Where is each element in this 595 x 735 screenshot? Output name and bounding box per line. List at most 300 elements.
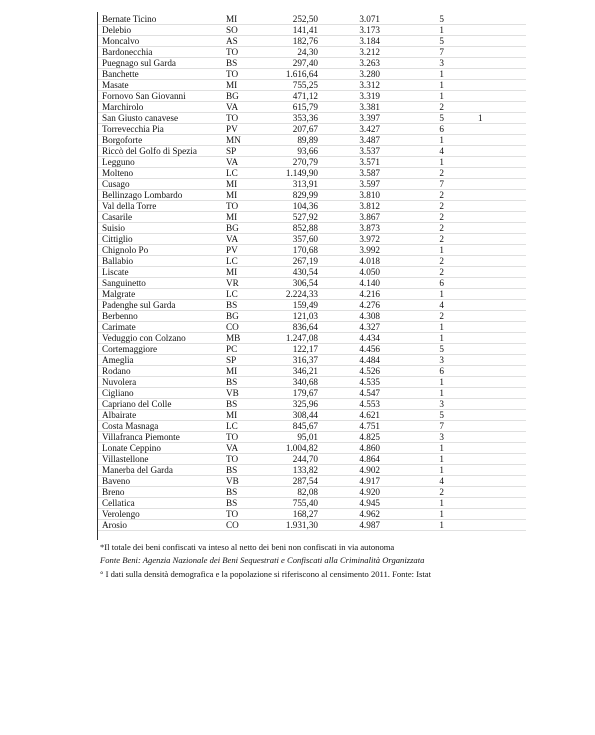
table-row — [98, 212, 526, 223]
value-a-cell: 1.004,82 — [260, 443, 320, 454]
province-cell: MI — [226, 212, 260, 223]
value-b-cell: 3.280 — [320, 69, 382, 80]
extra-cell — [478, 476, 526, 487]
value-a-cell: 133,82 — [260, 465, 320, 476]
table-row — [98, 432, 526, 443]
value-a-cell: 1.149,90 — [260, 168, 320, 179]
province-cell: VB — [226, 388, 260, 399]
municipality-cell: Casarile — [98, 212, 226, 223]
value-b-cell: 3.071 — [320, 14, 382, 25]
extra-cell — [478, 179, 526, 190]
value-a-cell: 2.224,33 — [260, 289, 320, 300]
extra-cell — [478, 14, 526, 25]
province-cell: VA — [226, 234, 260, 245]
value-b-cell: 4.484 — [320, 355, 382, 366]
province-cell: LC — [226, 168, 260, 179]
municipality-cell: Molteno — [98, 168, 226, 179]
municipality-cell: Marchirolo — [98, 102, 226, 113]
municipality-cell: Chignolo Po — [98, 245, 226, 256]
value-a-cell: 325,96 — [260, 399, 320, 410]
count-cell: 2 — [382, 234, 478, 245]
table-row — [98, 278, 526, 289]
value-b-cell: 4.547 — [320, 388, 382, 399]
count-cell: 4 — [382, 300, 478, 311]
table-row — [98, 36, 526, 47]
table-row — [98, 487, 526, 498]
province-cell: CO — [226, 520, 260, 531]
municipality-cell: Veduggio con Colzano — [98, 333, 226, 344]
table-row — [98, 465, 526, 476]
table-row — [98, 146, 526, 157]
province-cell: VA — [226, 157, 260, 168]
value-b-cell: 4.526 — [320, 366, 382, 377]
table-row — [98, 267, 526, 278]
value-b-cell: 3.319 — [320, 91, 382, 102]
value-a-cell: 24,30 — [260, 47, 320, 58]
table-row — [98, 124, 526, 135]
count-cell: 2 — [382, 201, 478, 212]
value-a-cell: 287,54 — [260, 476, 320, 487]
count-cell: 3 — [382, 355, 478, 366]
value-a-cell: 159,49 — [260, 300, 320, 311]
value-a-cell: 829,99 — [260, 190, 320, 201]
value-a-cell: 1.931,30 — [260, 520, 320, 531]
count-cell: 1 — [382, 289, 478, 300]
table-row — [98, 476, 526, 487]
count-cell: 1 — [382, 69, 478, 80]
count-cell: 1 — [382, 322, 478, 333]
count-cell: 3 — [382, 58, 478, 69]
value-b-cell: 4.987 — [320, 520, 382, 531]
table-row — [98, 113, 526, 124]
value-a-cell: 845,67 — [260, 421, 320, 432]
value-b-cell: 4.327 — [320, 322, 382, 333]
table-row — [98, 498, 526, 509]
value-a-cell: 168,27 — [260, 509, 320, 520]
count-cell: 7 — [382, 47, 478, 58]
count-cell: 2 — [382, 311, 478, 322]
extra-cell — [478, 124, 526, 135]
value-b-cell: 4.864 — [320, 454, 382, 465]
count-cell: 2 — [382, 267, 478, 278]
province-cell: BG — [226, 91, 260, 102]
value-a-cell: 430,54 — [260, 267, 320, 278]
extra-cell — [478, 212, 526, 223]
value-a-cell: 1.616,64 — [260, 69, 320, 80]
value-a-cell: 353,36 — [260, 113, 320, 124]
count-cell: 2 — [382, 190, 478, 201]
value-b-cell: 4.535 — [320, 377, 382, 388]
table-row — [98, 245, 526, 256]
table-row — [98, 366, 526, 377]
table-row — [98, 311, 526, 322]
municipality-cell: Lonate Ceppino — [98, 443, 226, 454]
extra-cell — [478, 146, 526, 157]
extra-cell — [478, 69, 526, 80]
count-cell: 1 — [382, 443, 478, 454]
value-a-cell: 316,37 — [260, 355, 320, 366]
province-cell: BS — [226, 487, 260, 498]
province-cell: TO — [226, 201, 260, 212]
extra-cell: 1 — [478, 113, 526, 124]
value-a-cell: 89,89 — [260, 135, 320, 146]
count-cell: 2 — [382, 212, 478, 223]
value-b-cell: 4.962 — [320, 509, 382, 520]
value-a-cell: 755,40 — [260, 498, 320, 509]
table-row — [98, 157, 526, 168]
province-cell: SO — [226, 25, 260, 36]
extra-cell — [478, 91, 526, 102]
value-a-cell: 308,44 — [260, 410, 320, 421]
value-b-cell: 4.920 — [320, 487, 382, 498]
extra-cell — [478, 377, 526, 388]
extra-cell — [478, 333, 526, 344]
table-row — [98, 322, 526, 333]
value-a-cell: 357,60 — [260, 234, 320, 245]
value-b-cell: 4.621 — [320, 410, 382, 421]
municipality-cell: Cortemaggiore — [98, 344, 226, 355]
value-a-cell: 836,64 — [260, 322, 320, 333]
count-cell: 1 — [382, 91, 478, 102]
value-a-cell: 244,70 — [260, 454, 320, 465]
table-row — [98, 80, 526, 91]
province-cell: TO — [226, 454, 260, 465]
municipality-cell: San Giusto canavese — [98, 113, 226, 124]
municipality-cell: Arosio — [98, 520, 226, 531]
value-b-cell: 4.751 — [320, 421, 382, 432]
extra-cell — [478, 47, 526, 58]
table-row — [98, 388, 526, 399]
footnote-confiscated: *Il totale dei beni confiscati va inteso al netto dei beni non confiscati in via autonoma — [100, 542, 395, 552]
table-row — [98, 421, 526, 432]
value-b-cell: 4.018 — [320, 256, 382, 267]
value-b-cell: 3.812 — [320, 201, 382, 212]
extra-cell — [478, 443, 526, 454]
table-row — [98, 256, 526, 267]
table-row — [98, 509, 526, 520]
value-a-cell: 82,08 — [260, 487, 320, 498]
value-b-cell: 4.456 — [320, 344, 382, 355]
value-a-cell: 93,66 — [260, 146, 320, 157]
extra-cell — [478, 278, 526, 289]
municipality-cell: Cellatica — [98, 498, 226, 509]
extra-cell — [478, 190, 526, 201]
table-row — [98, 333, 526, 344]
extra-cell — [478, 399, 526, 410]
count-cell: 6 — [382, 124, 478, 135]
count-cell: 1 — [382, 520, 478, 531]
count-cell: 2 — [382, 256, 478, 267]
table-row — [98, 168, 526, 179]
municipality-cell: Liscate — [98, 267, 226, 278]
value-b-cell: 3.867 — [320, 212, 382, 223]
value-b-cell: 4.216 — [320, 289, 382, 300]
province-cell: SP — [226, 355, 260, 366]
count-cell: 1 — [382, 509, 478, 520]
province-cell: MI — [226, 179, 260, 190]
count-cell: 3 — [382, 399, 478, 410]
province-cell: BS — [226, 58, 260, 69]
extra-cell — [478, 410, 526, 421]
count-cell: 7 — [382, 179, 478, 190]
municipality-cell: Sanguinetto — [98, 278, 226, 289]
value-a-cell: 346,21 — [260, 366, 320, 377]
count-cell: 2 — [382, 223, 478, 234]
municipality-cell: Borgoforte — [98, 135, 226, 146]
table-row — [98, 102, 526, 113]
province-cell: BS — [226, 399, 260, 410]
table-row — [98, 201, 526, 212]
count-cell: 1 — [382, 245, 478, 256]
municipality-cell: Bernate Ticino — [98, 14, 226, 25]
value-b-cell: 4.276 — [320, 300, 382, 311]
value-a-cell: 270,79 — [260, 157, 320, 168]
extra-cell — [478, 234, 526, 245]
province-cell: PC — [226, 344, 260, 355]
count-cell: 2 — [382, 168, 478, 179]
value-b-cell: 3.873 — [320, 223, 382, 234]
province-cell: PV — [226, 245, 260, 256]
province-cell: AS — [226, 36, 260, 47]
value-b-cell: 3.312 — [320, 80, 382, 91]
extra-cell — [478, 201, 526, 212]
value-a-cell: 471,12 — [260, 91, 320, 102]
value-a-cell: 297,40 — [260, 58, 320, 69]
municipality-cell: Delebio — [98, 25, 226, 36]
province-cell: TO — [226, 69, 260, 80]
value-b-cell: 3.212 — [320, 47, 382, 58]
value-a-cell: 852,88 — [260, 223, 320, 234]
extra-cell — [478, 223, 526, 234]
count-cell: 1 — [382, 333, 478, 344]
province-cell: BG — [226, 311, 260, 322]
extra-cell — [478, 498, 526, 509]
municipality-cell: Manerba del Garda — [98, 465, 226, 476]
province-cell: MI — [226, 190, 260, 201]
municipality-cell: Bellinzago Lombardo — [98, 190, 226, 201]
table-row — [98, 91, 526, 102]
municipality-cell: Val della Torre — [98, 201, 226, 212]
value-a-cell: 207,67 — [260, 124, 320, 135]
province-cell: VB — [226, 476, 260, 487]
count-cell: 1 — [382, 135, 478, 146]
table-row — [98, 300, 526, 311]
extra-cell — [478, 344, 526, 355]
value-b-cell: 3.487 — [320, 135, 382, 146]
municipality-cell: Masate — [98, 80, 226, 91]
value-b-cell: 3.810 — [320, 190, 382, 201]
value-a-cell: 179,67 — [260, 388, 320, 399]
table-row — [98, 135, 526, 146]
table-body — [98, 14, 526, 531]
value-a-cell: 1.247,08 — [260, 333, 320, 344]
count-cell: 6 — [382, 278, 478, 289]
province-cell: MI — [226, 267, 260, 278]
province-cell: VR — [226, 278, 260, 289]
table-left-border — [97, 12, 98, 540]
count-cell: 2 — [382, 487, 478, 498]
table-row — [98, 355, 526, 366]
municipality-cell: Moncalvo — [98, 36, 226, 47]
extra-cell — [478, 509, 526, 520]
municipalities-table — [98, 14, 526, 531]
extra-cell — [478, 454, 526, 465]
extra-cell — [478, 36, 526, 47]
municipality-cell: Padenghe sul Garda — [98, 300, 226, 311]
municipality-cell: Capriano del Colle — [98, 399, 226, 410]
extra-cell — [478, 432, 526, 443]
value-b-cell: 4.308 — [320, 311, 382, 322]
municipality-cell: Cusago — [98, 179, 226, 190]
table-row — [98, 289, 526, 300]
table-row — [98, 520, 526, 531]
province-cell: MI — [226, 80, 260, 91]
source-note: Fonte Beni: Agenzia Nazionale dei Beni Sequestrati e Confiscati alla Criminalità Organizzata — [100, 555, 425, 565]
value-b-cell: 4.050 — [320, 267, 382, 278]
municipality-cell: Verolengo — [98, 509, 226, 520]
count-cell: 1 — [382, 157, 478, 168]
province-cell: MI — [226, 410, 260, 421]
value-b-cell: 3.972 — [320, 234, 382, 245]
table-row — [98, 454, 526, 465]
table-row — [98, 223, 526, 234]
value-b-cell: 4.917 — [320, 476, 382, 487]
municipality-cell: Berbenno — [98, 311, 226, 322]
value-b-cell: 3.597 — [320, 179, 382, 190]
table-row — [98, 377, 526, 388]
province-cell: VA — [226, 443, 260, 454]
value-b-cell: 3.427 — [320, 124, 382, 135]
extra-cell — [478, 289, 526, 300]
extra-cell — [478, 102, 526, 113]
extra-cell — [478, 355, 526, 366]
value-a-cell: 527,92 — [260, 212, 320, 223]
extra-cell — [478, 487, 526, 498]
count-cell: 5 — [382, 14, 478, 25]
province-cell: CO — [226, 322, 260, 333]
province-cell: VA — [226, 102, 260, 113]
municipality-cell: Breno — [98, 487, 226, 498]
municipality-cell: Torrevecchia Pia — [98, 124, 226, 135]
table-row — [98, 47, 526, 58]
table-row — [98, 69, 526, 80]
count-cell: 5 — [382, 113, 478, 124]
count-cell: 3 — [382, 432, 478, 443]
extra-cell — [478, 168, 526, 179]
municipality-cell: Baveno — [98, 476, 226, 487]
municipality-cell: Puegnago sul Garda — [98, 58, 226, 69]
municipality-cell: Ameglia — [98, 355, 226, 366]
count-cell: 1 — [382, 80, 478, 91]
municipality-cell: Carimate — [98, 322, 226, 333]
value-a-cell: 313,91 — [260, 179, 320, 190]
table-row — [98, 179, 526, 190]
province-cell: MI — [226, 14, 260, 25]
municipality-cell: Albairate — [98, 410, 226, 421]
value-b-cell: 4.140 — [320, 278, 382, 289]
municipality-cell: Malgrate — [98, 289, 226, 300]
province-cell: BS — [226, 465, 260, 476]
municipality-cell: Nuvolera — [98, 377, 226, 388]
count-cell: 1 — [382, 498, 478, 509]
table-row — [98, 58, 526, 69]
municipality-cell: Fornovo San Giovanni — [98, 91, 226, 102]
value-b-cell: 3.537 — [320, 146, 382, 157]
value-a-cell: 182,76 — [260, 36, 320, 47]
extra-cell — [478, 58, 526, 69]
province-cell: MI — [226, 366, 260, 377]
province-cell: TO — [226, 509, 260, 520]
count-cell: 5 — [382, 344, 478, 355]
value-a-cell: 755,25 — [260, 80, 320, 91]
province-cell: MB — [226, 333, 260, 344]
province-cell: TO — [226, 432, 260, 443]
extra-cell — [478, 421, 526, 432]
extra-cell — [478, 388, 526, 399]
province-cell: TO — [226, 47, 260, 58]
count-cell: 1 — [382, 377, 478, 388]
value-a-cell: 306,54 — [260, 278, 320, 289]
table-row — [98, 25, 526, 36]
count-cell: 6 — [382, 366, 478, 377]
value-a-cell: 252,50 — [260, 14, 320, 25]
value-b-cell: 3.381 — [320, 102, 382, 113]
municipality-cell: Legguno — [98, 157, 226, 168]
census-note: ° I dati sulla densità demografica e la popolazione si riferiscono al censimento 2011. Fonte: Istat — [100, 569, 432, 579]
extra-cell — [478, 465, 526, 476]
extra-cell — [478, 245, 526, 256]
value-a-cell: 104,36 — [260, 201, 320, 212]
value-b-cell: 3.263 — [320, 58, 382, 69]
municipality-cell: Bardonecchia — [98, 47, 226, 58]
table-row — [98, 14, 526, 25]
value-b-cell: 3.397 — [320, 113, 382, 124]
municipality-cell: Suisio — [98, 223, 226, 234]
extra-cell — [478, 311, 526, 322]
table-row — [98, 344, 526, 355]
extra-cell — [478, 80, 526, 91]
province-cell: LC — [226, 289, 260, 300]
province-cell: TO — [226, 113, 260, 124]
extra-cell — [478, 366, 526, 377]
count-cell: 4 — [382, 476, 478, 487]
table-row — [98, 399, 526, 410]
extra-cell — [478, 157, 526, 168]
count-cell: 1 — [382, 454, 478, 465]
province-cell: LC — [226, 256, 260, 267]
value-b-cell: 4.434 — [320, 333, 382, 344]
municipality-cell: Banchette — [98, 69, 226, 80]
count-cell: 2 — [382, 102, 478, 113]
count-cell: 1 — [382, 25, 478, 36]
province-cell: SP — [226, 146, 260, 157]
value-b-cell: 4.945 — [320, 498, 382, 509]
count-cell: 4 — [382, 146, 478, 157]
table-row — [98, 190, 526, 201]
municipality-cell: Riccò del Golfo di Spezia — [98, 146, 226, 157]
municipality-cell: Cittiglio — [98, 234, 226, 245]
value-b-cell: 4.553 — [320, 399, 382, 410]
value-a-cell: 267,19 — [260, 256, 320, 267]
value-b-cell: 3.184 — [320, 36, 382, 47]
municipality-cell: Ballabio — [98, 256, 226, 267]
count-cell: 5 — [382, 410, 478, 421]
province-cell: BS — [226, 300, 260, 311]
value-a-cell: 170,68 — [260, 245, 320, 256]
province-cell: MN — [226, 135, 260, 146]
province-cell: BS — [226, 377, 260, 388]
extra-cell — [478, 135, 526, 146]
